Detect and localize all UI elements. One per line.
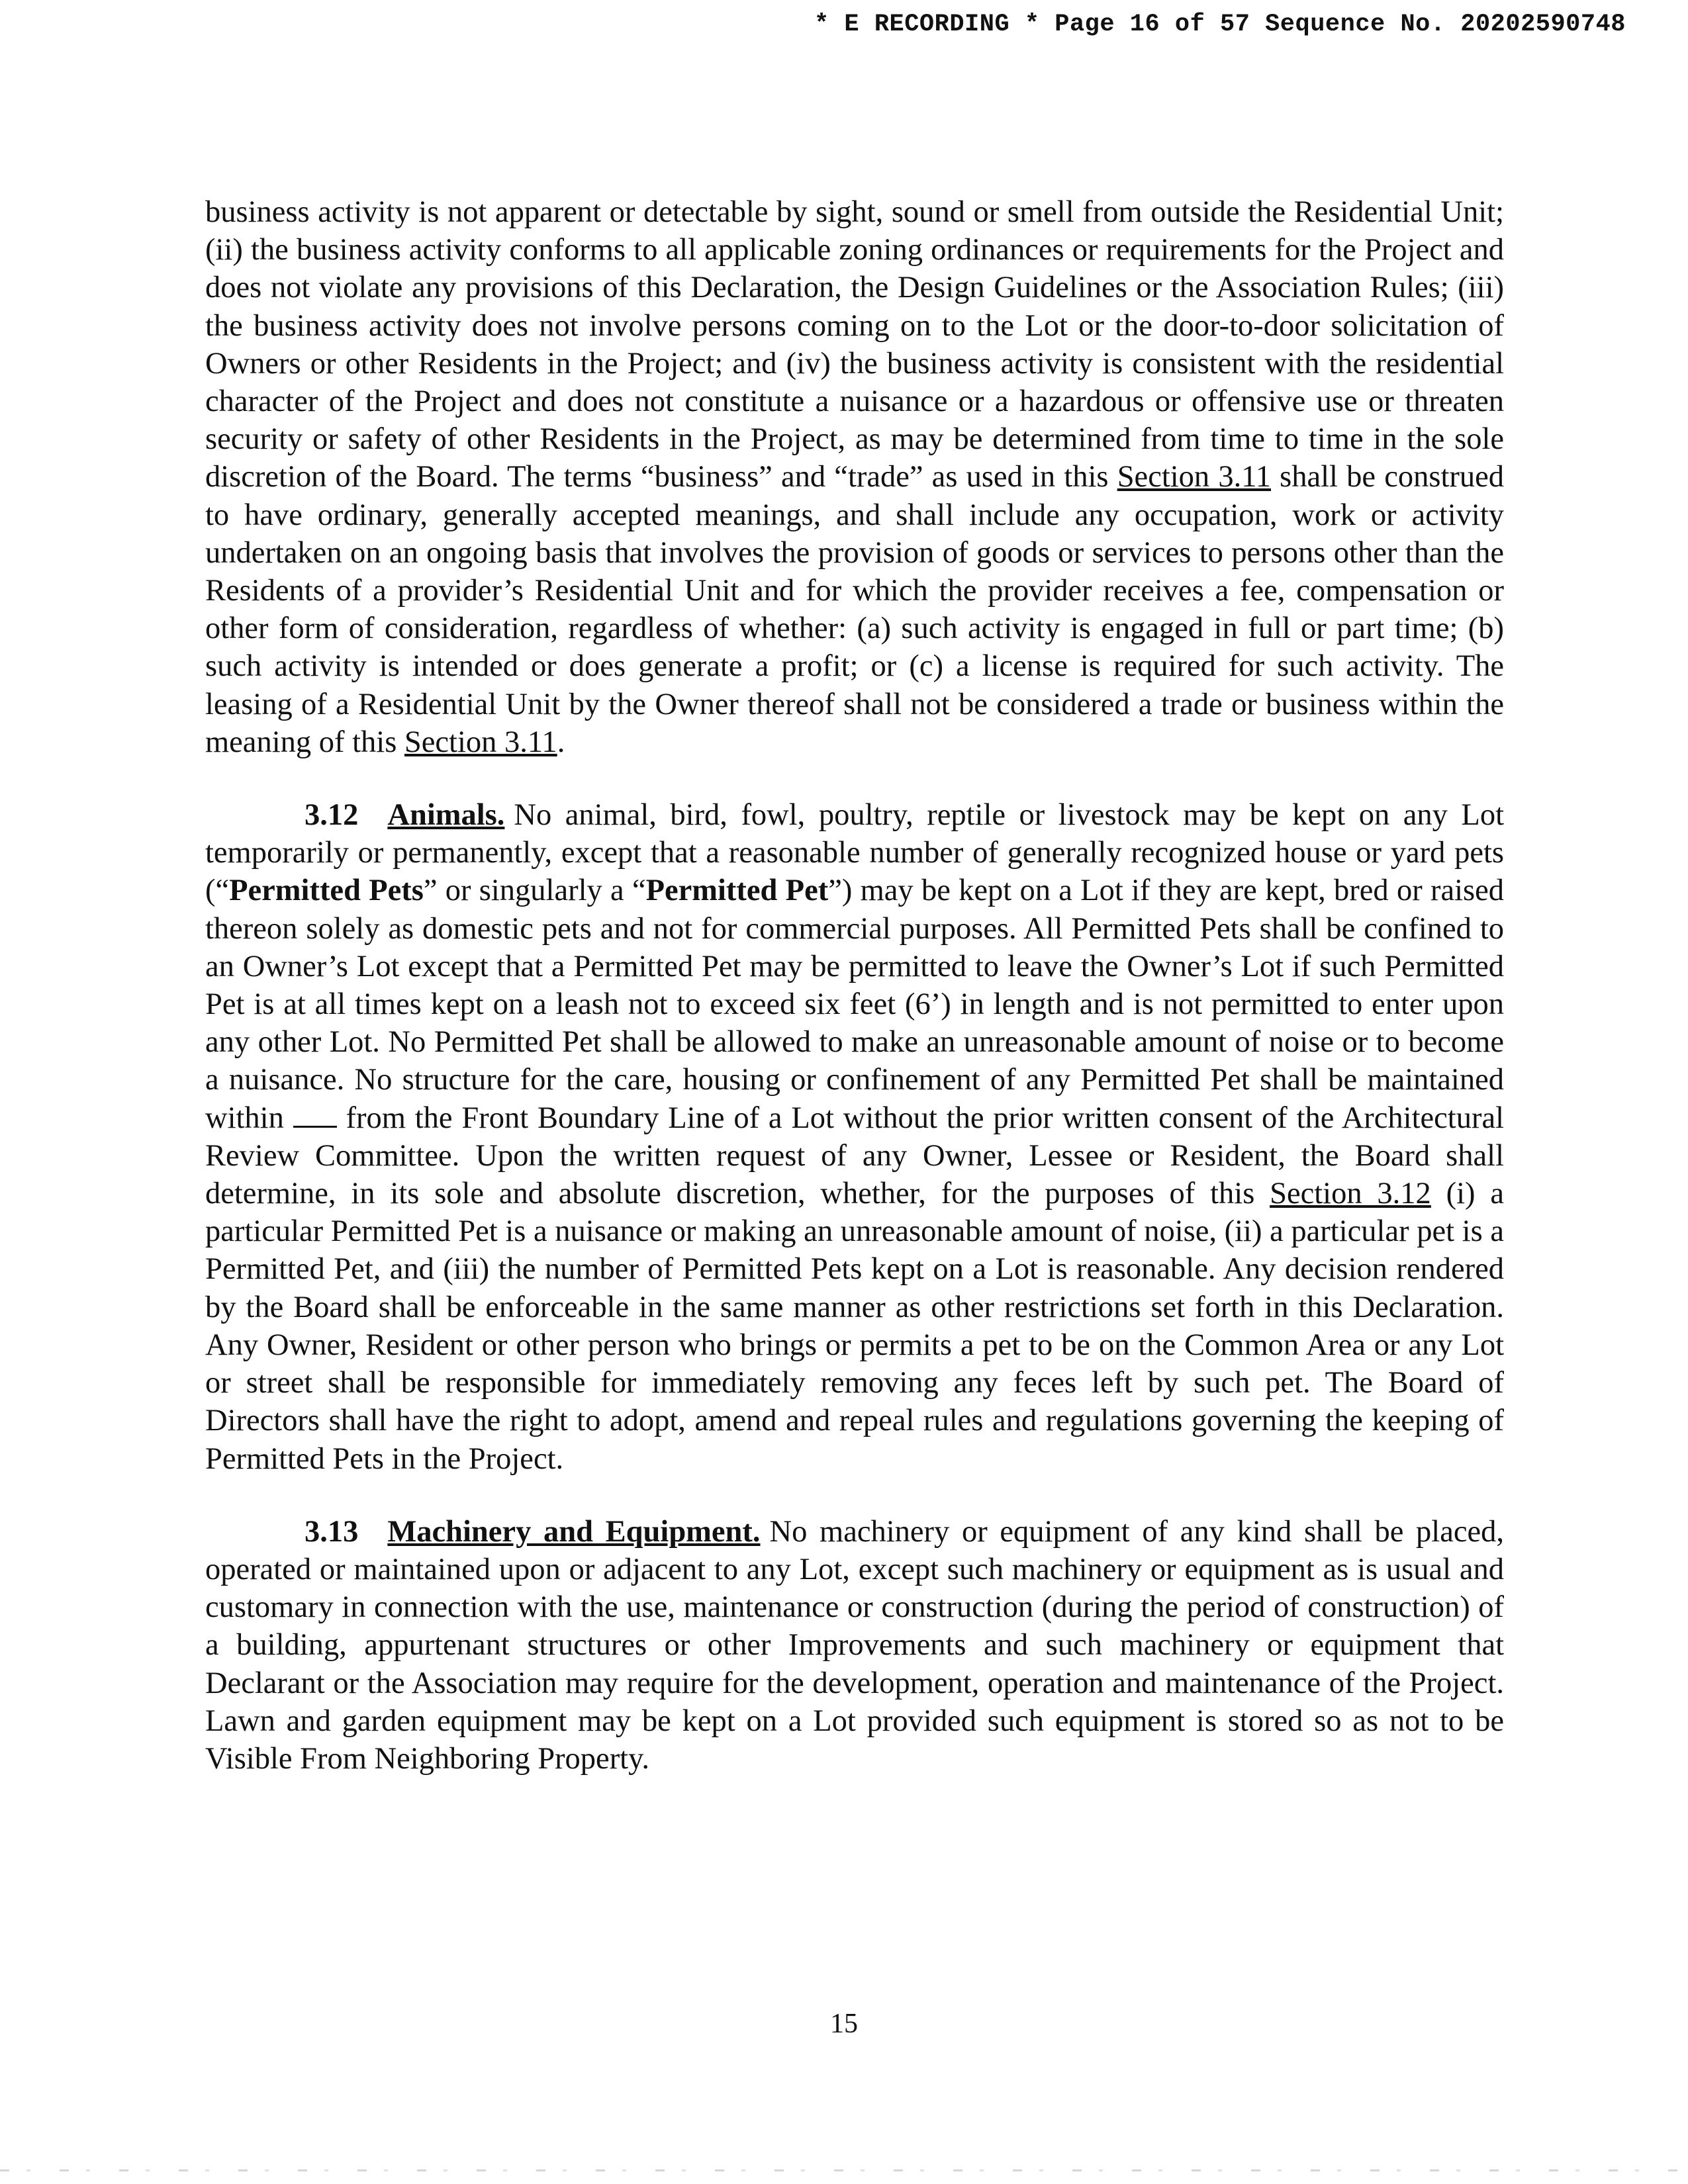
scan-artifact-line [0, 2169, 1688, 2171]
body-text: . [557, 725, 565, 759]
section-title: Machinery and Equipment. [387, 1514, 761, 1549]
recording-stamp: * E RECORDING * Page 16 of 57 Sequence No. 20202590748 [814, 11, 1626, 38]
section-number: 3.13 [305, 1514, 359, 1549]
body-text: No animal, bird, fowl, poultry, reptile or livestock may be kept on any Lot temporarily or permanently, except that a reasonable number of generally recognized house or yard pets (“ [205, 798, 1504, 908]
defined-term: Permitted Pets [229, 874, 424, 908]
body-text: No machinery or equipment of any kind shall be placed, operated or maintained upon or adjacent to any Lot, except such machinery or equipment as is usual and customary in connection with the use, maintenance or construction (during the period of construction) of a building, appurtenant structures or other Improvements and such machinery or equipment that Declarant or the Association may require for the development, operation and maintenance of the Project. Lawn and garden equipment may be kept on a Lot provided such equipment is stored so as not to be Visible From Neighboring Property. [205, 1514, 1504, 1776]
blank-line [293, 1101, 337, 1128]
body-text: business activity is not apparent or detectable by sight, sound or smell from outside the Residential Unit; (ii) the business activity conforms to all applicable zoning ordinances or requirements for the Project and does not violate any provisions of this Declaration, the Design Guidelines or the Association Rules; (iii) the business activity does not involve persons coming on to the Lot or the door-to-door solicitation of Owners or other Residents in the Project; and (iv) the business activity is consistent with the residential character of the Project and does not constitute a nuisance or a hazardous or offensive use or threaten security or safety of other Residents in the Project, as may be determined from time to time in the sole discretion of the Board. The terms “business” and “trade” as used in this [205, 195, 1504, 494]
body-text: ”) may be kept on a Lot if they are kept, bred or raised thereon solely as domestic pets and not for commercial purposes. All Permitted Pets shall be confined to an Owner’s Lot except that a Permitted Pet may be permitted to leave the Owner’s Lot if such Permitted Pet is at all times kept on a leash not to exceed six feet (6’) in length and is not permitted to enter upon any other Lot. No Permitted Pet shall be allowed to make an unreasonable amount of noise or to become a nuisance. No structure for the care, housing or confinement of any Permitted Pet shall be maintained within [205, 874, 1504, 1135]
document-body [205, 193, 1504, 1778]
page-number: 15 [830, 2009, 858, 2039]
section-title: Animals. [387, 798, 505, 833]
section-3-12 [205, 796, 1504, 1478]
body-text: shall be construed to have ordinary, generally accepted meanings, and shall include any occupation, work or activity undertaken on an ongoing basis that involves the provision of goods or services to persons other than the Residents of a provider’s Residential Unit and for which the provider receives a fee, compensation or other form of consideration, regardless of whether: (a) such activity is engaged in full or part time; (b) such activity is intended or does generate a profit; or (c) a license is required for such activity. The leasing of a Residential Unit by the Owner thereof shall not be considered a trade or business within the meaning of this [205, 460, 1504, 759]
section-3-13 [205, 1513, 1504, 1778]
body-text: (i) a particular Permitted Pet is a nuisance or making an unreasonable amount of noise, (ii) a particular pet is a Permitted Pet, and (iii) the number of Permitted Pets kept on a Lot is reasonable. Any decision rendered by the Board shall be enforceable in the same manner as other restrictions set forth in this Declaration. Any Owner, Resident or other person who brings or permits a pet to be on the Common Area or any Lot or street shall be responsible for immediately removing any feces left by such pet. The Board of Directors shall have the right to adopt, amend and repeal rules and regulations governing the keeping of Permitted Pets in the Project. [205, 1177, 1504, 1476]
body-text: ” or singularly a “ [423, 874, 646, 908]
section-3-11-continued [205, 193, 1504, 761]
body-text: from the Front Boundary Line of a Lot without the prior written consent of the Architectural Review Committee. Upon the written request of any Owner, Lessee or Resident, the Board shall determine, in its sole and absolute discretion, whether, for the purposes of this [205, 1101, 1504, 1211]
defined-term: Permitted Pet [645, 874, 829, 908]
section-reference: Section 3.11 [404, 725, 557, 759]
section-number: 3.12 [305, 798, 359, 833]
section-reference: Section 3.11 [1117, 460, 1271, 494]
section-reference: Section 3.12 [1270, 1177, 1431, 1211]
